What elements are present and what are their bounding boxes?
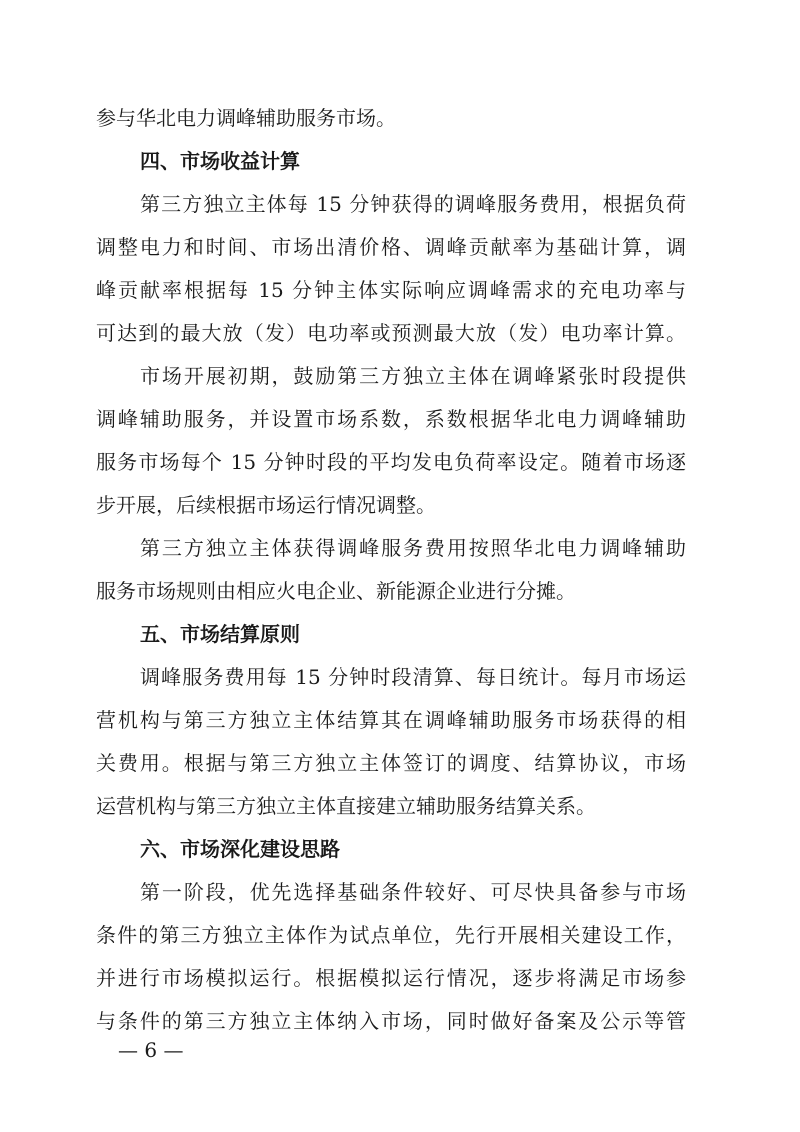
paragraph-line: 关费用。根据与第三方独立主体签订的调度、结算协议，市场	[96, 751, 686, 775]
paragraph-line: 调峰服务费用每 15 分钟时段清算、每日统计。每月市场运	[140, 665, 686, 689]
page-number: — 6 —	[118, 1038, 184, 1062]
paragraph-line: 并进行市场模拟运行。根据模拟运行情况，逐步将满足市场参	[96, 966, 686, 990]
paragraph-line: 调峰辅助服务，并设置市场系数，系数根据华北电力调峰辅助	[96, 407, 686, 431]
paragraph-line: 与条件的第三方独立主体纳入市场，同时做好备案及公示等管	[96, 1009, 686, 1033]
paragraph-line: 服务市场每个 15 分钟时段的平均发电负荷率设定。随着市场逐	[96, 450, 686, 474]
paragraph-line: 运营机构与第三方独立主体直接建立辅助服务结算关系。	[96, 794, 596, 818]
paragraph-line: 第三方独立主体获得调峰服务费用按照华北电力调峰辅助	[140, 536, 686, 560]
section-heading-5: 五、市场结算原则	[140, 622, 300, 646]
paragraph-line: 调整电力和时间、市场出清价格、调峰贡献率为基础计算，调	[96, 235, 686, 259]
paragraph-line: 市场开展初期，鼓励第三方独立主体在调峰紧张时段提供	[140, 364, 686, 388]
paragraph-line: 步开展，后续根据市场运行情况调整。	[96, 493, 436, 517]
paragraph-line: 条件的第三方独立主体作为试点单位，先行开展相关建设工作，	[96, 923, 686, 947]
paragraph-line: 第三方独立主体每 15 分钟获得的调峰服务费用，根据负荷	[140, 192, 686, 216]
paragraph-line: 峰贡献率根据每 15 分钟主体实际响应调峰需求的充电功率与	[96, 278, 686, 302]
section-heading-6: 六、市场深化建设思路	[140, 837, 340, 861]
section-heading-4: 四、市场收益计算	[140, 149, 300, 173]
paragraph-line: 第一阶段，优先选择基础条件较好、可尽快具备参与市场	[140, 880, 686, 904]
paragraph-line: 营机构与第三方独立主体结算其在调峰辅助服务市场获得的相	[96, 708, 686, 732]
paragraph-line: 可达到的最大放（发）电功率或预测最大放（发）电功率计算。	[96, 321, 686, 345]
paragraph-line: 服务市场规则由相应火电企业、新能源企业进行分摊。	[96, 579, 576, 603]
paragraph-line: 参与华北电力调峰辅助服务市场。	[96, 106, 396, 130]
